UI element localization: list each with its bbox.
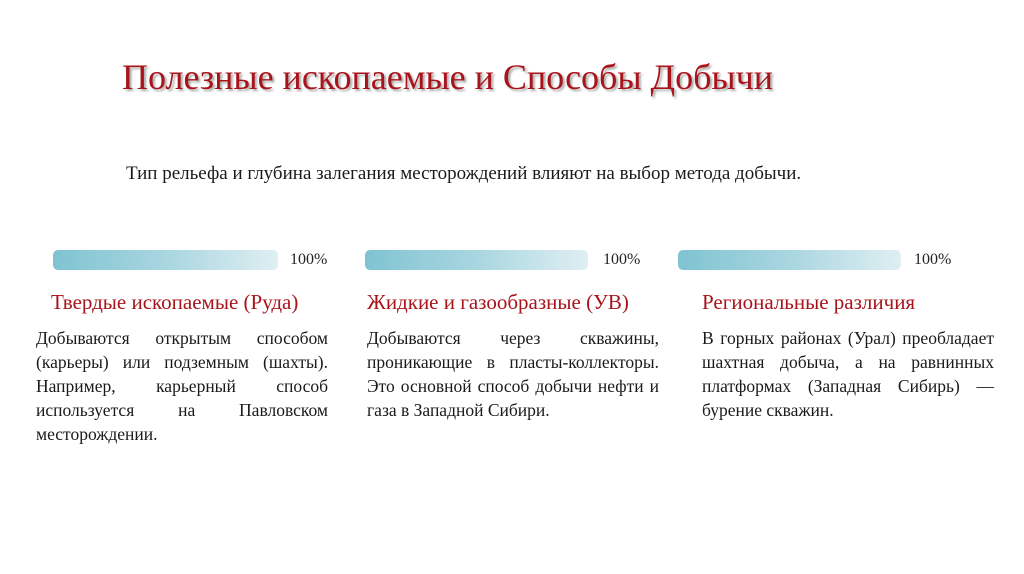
progress-row [36,248,336,274]
progress-row [365,248,665,274]
column-heading: Твердые ископаемые (Руда) [51,290,299,314]
progress-bar [678,250,901,270]
column-heading: Жидкие и газообразные (УВ) [367,290,629,314]
column-solid-minerals [36,248,336,444]
progress-percent: 100% [290,251,328,268]
column-body: Добываются открытым способом (карьеры) или подземным (шахты). Например, карьерный способ используется на Павловском месторождении. [36,328,328,444]
progress-bar [53,250,278,270]
column-liquid-gas [365,248,665,420]
column-body: В горных районах (Урал) преобладает шахтная добыча, а на равнинных платформах (Западная Сибирь) — бурение скважин. [702,328,994,420]
progress-percent: 100% [603,251,641,268]
slide-title: Полезные ископаемые и Способы Добычи [122,57,773,97]
slide-subtitle: Тип рельефа и глубина залегания месторождений влияют на выбор метода добычи. [126,163,802,184]
progress-bar [365,250,588,270]
column-regional-differences [678,248,994,420]
column-heading: Региональные различия [702,290,916,314]
column-body: Добываются через скважины, проникающие в пласты-коллекторы. Это основной способ добычи нефти и газа в Западной Сибири. [367,328,659,420]
progress-row [678,248,978,274]
progress-percent: 100% [914,251,952,268]
